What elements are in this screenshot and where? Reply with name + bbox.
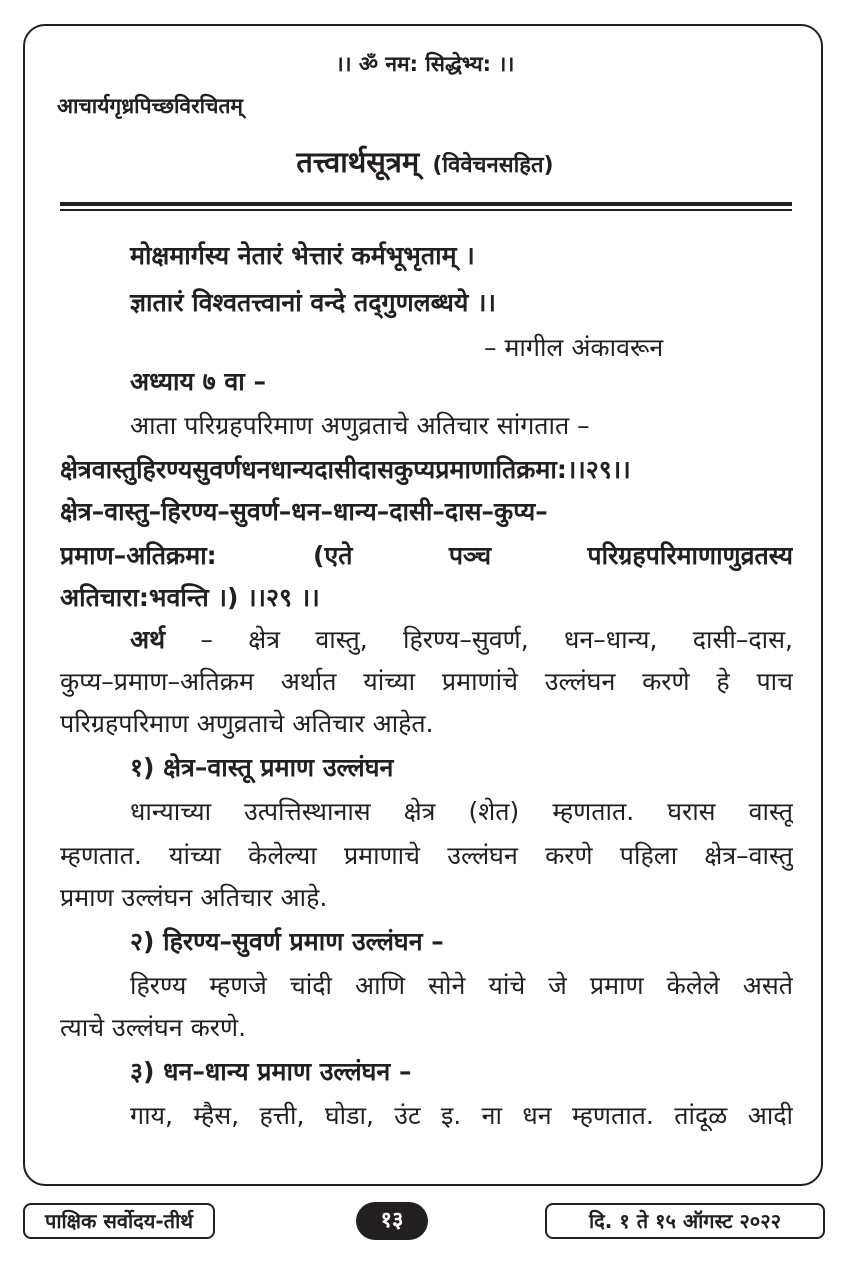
section-heading: १) क्षेत्र–वास्तू प्रमाण उल्लंघन <box>130 753 394 782</box>
chapter-heading: अध्याय ७ वा – <box>130 367 266 396</box>
section-heading: २) हिरण्य–सुवर्ण प्रमाण उल्लंघन – <box>130 927 444 956</box>
footer-date: दि. १ ते १५ ऑगस्ट २०२२ <box>545 1203 825 1239</box>
title-main: तत्त्वार्थसूत्रम् <box>296 145 420 179</box>
verse-line: मोक्षमार्गस्य नेतारं भेत्तारं कर्मभूभृताम् । <box>130 241 475 270</box>
artha-line: परिग्रहपरिमाण अणुव्रताचे अतिचार आहेत. <box>60 709 434 738</box>
section-heading: ३) धन–धान्य प्रमाण उल्लंघन – <box>130 1057 412 1086</box>
page-number: १३ <box>356 1202 428 1240</box>
verse-line: ज्ञातारं विश्वतत्त्वानां वन्दे तद्‌गुणलब्धये ।। <box>130 288 496 317</box>
title-sub: (विवेचनसहित) <box>432 153 554 178</box>
page-title <box>0 142 850 181</box>
padaccheda-line: अतिचारा:भवन्ति ।) ।।२९ ।। <box>60 583 320 612</box>
footer-publication: पाक्षिक सर्वोदय-तीर्थ <box>23 1203 215 1239</box>
section-line: प्रमाण उल्लंघन अतिचार आहे. <box>60 883 328 912</box>
sutra: क्षेत्रवास्तुहिरण्यसुवर्णधनधान्यदासीदासकुप्यप्रमाणातिक्रमा:।।२९।। <box>60 455 631 484</box>
invocation: ।। ॐ नम: सिद्धेभ्य: ।। <box>335 52 515 76</box>
artha-label: अर्थ <box>130 625 166 654</box>
continued-note: – मागील अंकावरून <box>484 333 664 362</box>
section-line: हिरण्य म्हणजे चांदी आणि सोने यांचे जे प्रमाण केलेले असते <box>130 971 793 1000</box>
section-line: धान्याच्या उत्पत्तिस्थानास क्षेत्र (शेत) म्हणतात. घरास वास्तू <box>130 797 793 826</box>
padaccheda-line: क्षेत्र–वास्तु–हिरण्य–सुवर्ण–धन–धान्य–दासी–दास–कुप्य– <box>60 497 548 526</box>
title-rule-thin <box>60 209 792 211</box>
padaccheda-line: प्रमाण–अतिक्रमा: (एते पञ्च परिग्रहपरिमाणाणुव्रतस्य <box>60 541 793 570</box>
section-line: गाय, म्हैस, हत्ती, घोडा, उंट इ. ना धन म्हणतात. तांदूळ आदी <box>130 1101 793 1130</box>
artha-line: कुप्य–प्रमाण–अतिक्रम अर्थात यांच्या प्रमाणांचे उल्लंघन करणे हे पाच <box>60 667 793 696</box>
section-line: म्हणतात. यांच्या केलेल्या प्रमाणाचे उल्लंघन करणे पहिला क्षेत्र–वास्तु <box>60 841 793 870</box>
artha-text: – क्षेत्र वास्तु, हिरण्य–सुवर्ण, धन–धान्य, दासी–दास, <box>165 625 793 654</box>
intro-line: आता परिग्रहपरिमाण अणुव्रताचे अतिचार सांगतात – <box>130 411 590 440</box>
title-rule-thick <box>60 202 792 206</box>
author-line: आचार्यगृध्रपिच्छविरचितम् <box>57 94 243 118</box>
section-line: त्याचे उल्लंघन करणे. <box>60 1013 247 1042</box>
artha-line <box>130 622 793 656</box>
